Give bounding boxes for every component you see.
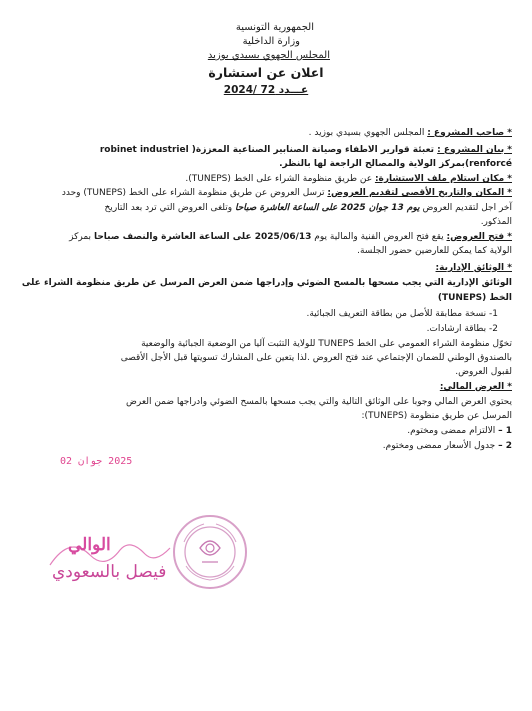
financial-item-1 [407,426,512,437]
header-council: المجلس الجهوي بسيدي بوزيد [207,50,330,61]
financial-item-2-number: 2 – [498,441,512,451]
deadline-value-1: ترسل العروض عن طريق منظومة الشراء على الخط (TUNEPS) وحدد [61,188,328,198]
opening-value-1b: بمركز [69,232,94,242]
project-value-2: renforcé)بمركز الولاية والمصالح الراجعة لها بالنظر. [279,159,512,169]
deadline-value-3: المذكور. [480,217,512,227]
owner-label: * صاحب المشروع : [427,128,512,138]
deadline-line-1 [62,188,512,199]
announcement-number: عـــدد 72 /2024 [223,84,309,96]
admin-docs-intro-2: الخط (TUNEPS) [437,293,512,303]
financial-item-2-text: جدول الأسعار ممضى ومختوم. [382,441,499,451]
retrieval-line [185,174,512,185]
retrieval-label: * مكان استلام ملف الاستشارة: [374,174,512,184]
project-value-1: تعبئة قوارير الاطفاء وصيانة الصنابير الصناعية المعززة( robinet industriel [99,145,438,155]
financial-item-1-number: 1 – [498,426,512,436]
financial-item-1-text: الالتزام ممضى ومختوم. [407,426,499,436]
header-ministry: وزارة الداخلية [242,36,300,47]
admin-docs-label: * الوثائق الإدارية: [435,263,512,273]
deadline-emphasis: يوم 13 جوان 2025 على الساعة العاشرة صباحا [235,203,420,213]
opening-label: * فتح العروض: [446,232,512,242]
admin-docs-note-3: لقبول العروض. [455,367,512,377]
signature-title: الوالي [68,535,111,555]
header-country: الجمهورية التونسية [235,22,314,33]
admin-docs-note-2: بالصندوق الوطني للضمان الإجتماعي عند فتح العروض .لذا يتعين على المشارك تسويتها قبل الأجل الأقصى [120,353,512,363]
signature-scribble-icon [40,525,180,595]
project-label: * بيان المشروع : [437,145,512,155]
financial-item-2 [383,441,512,452]
admin-docs-intro-1: الوثائق الإدارية التي يجب مسحها بالمسح الضوئي وإدراجها ضمن العرض المرسل عن طريق منظومة الشراء على [21,278,512,288]
date-stamp: 2025 جوان 02 [60,456,133,467]
owner-line [309,128,512,139]
retrieval-value: عن طريق منظومة الشراء على الخط (TUNEPS). [185,174,375,184]
project-line-1 [20,145,512,156]
admin-docs-item-1: 1- نسخة مطابقة للأصل من بطاقة التعريف الجبائية. [306,309,498,319]
financial-intro-2: المرسل عن طريق منظومة (TUNEPS): [361,411,512,421]
deadline-value-2a: آخر اجل لتقديم العروض [419,203,512,213]
signature-name: فيصل بالسعودي [52,562,167,582]
deadline-value-2b: وتلغى العروض التي ترد بعد التاريخ [104,203,235,213]
official-seal-icon [170,512,250,592]
admin-docs-note-1: تخوّل منظومة الشراء العمومي على الخط TUNEPS للولاية التثبت آليا من الوضعية الجبائية والوضعية [141,339,512,349]
admin-docs-item-2: 2- بطاقة ارشادات. [426,324,498,334]
opening-emphasis: 2025/06/13 على الساعة العاشرة والنصف صباحا [93,232,312,242]
deadline-line-2 [105,203,513,214]
announcement-title: اعلان عن استشارة [208,65,324,80]
financial-intro-1: يحتوي العرض المالي وجوبا على الوثائق التالية والتي يجب مسحها بالمسح الضوئي وادراجها ضمن العرض [126,397,512,407]
financial-label: * العرض المالي: [439,382,512,392]
opening-value-2: الولاية كما يمكن للعارضين حضور الجلسة. [357,246,512,256]
opening-value-1a: يقع فتح العروض الفنية والمالية يوم [311,232,447,242]
opening-line-1 [69,232,512,243]
deadline-label: * المكان والتاريخ الأقصى لتقديم العروض: [327,188,512,198]
owner-value: المجلس الجهوي بسيدي بوزيد . [308,128,428,138]
